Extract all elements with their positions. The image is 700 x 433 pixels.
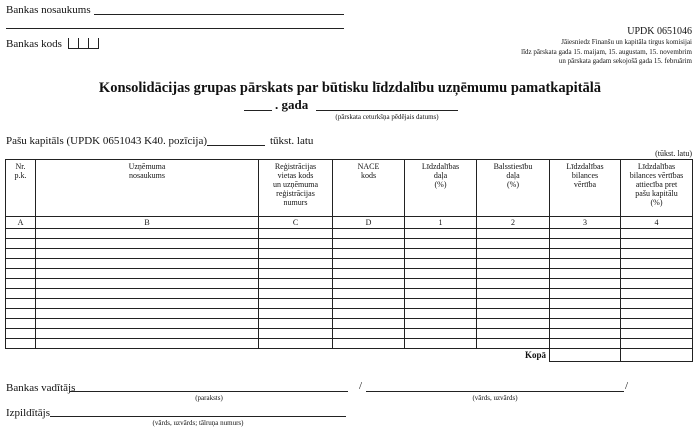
table-cell[interactable] <box>477 339 550 349</box>
table-cell[interactable] <box>550 269 621 279</box>
equity-unit: tūkst. latu <box>270 135 314 147</box>
table-row <box>6 319 693 329</box>
table-cell[interactable] <box>36 289 259 299</box>
table-cell[interactable] <box>333 239 405 249</box>
total-blank <box>405 349 477 362</box>
table-cell[interactable] <box>6 289 36 299</box>
bank-code-boxes[interactable] <box>68 38 99 49</box>
table-cell[interactable] <box>477 269 550 279</box>
column-letter: 4 <box>621 217 693 229</box>
table-cell[interactable] <box>405 289 477 299</box>
table-cell[interactable] <box>550 319 621 329</box>
instruction-line: un pārskata gadam sekojošā gada 15. februārim <box>558 57 692 65</box>
table-cell[interactable] <box>6 329 36 339</box>
table-row <box>6 299 693 309</box>
bank-code-box[interactable] <box>78 38 88 49</box>
column-letter: 1 <box>405 217 477 229</box>
table-cell[interactable] <box>477 329 550 339</box>
column-letter: C <box>259 217 333 229</box>
equity-field[interactable] <box>207 145 265 146</box>
table-cell[interactable] <box>36 259 259 269</box>
col-header-company: Uzņēmuma nosaukums <box>36 160 259 217</box>
table-cell[interactable] <box>621 279 693 289</box>
column-letter: D <box>333 217 405 229</box>
table-cell[interactable] <box>259 249 333 259</box>
table-cell[interactable] <box>477 309 550 319</box>
table-cell[interactable] <box>259 279 333 289</box>
table-cell[interactable] <box>259 289 333 299</box>
head-name-field[interactable] <box>366 391 624 392</box>
table-row <box>6 249 693 259</box>
total-blank <box>6 349 36 362</box>
table-cell[interactable] <box>6 249 36 259</box>
bank-name-label: Bankas nosaukums <box>6 4 91 16</box>
table-cell[interactable] <box>405 249 477 259</box>
table-cell[interactable] <box>550 339 621 349</box>
table-cell[interactable] <box>259 299 333 309</box>
table-cell[interactable] <box>477 289 550 299</box>
table-cell[interactable] <box>477 279 550 289</box>
total-blank <box>259 349 333 362</box>
table-cell[interactable] <box>477 299 550 309</box>
table-cell[interactable] <box>550 259 621 269</box>
column-letters-row <box>6 217 693 229</box>
table-cell[interactable] <box>405 279 477 289</box>
table-cell[interactable] <box>36 339 259 349</box>
table-cell[interactable] <box>333 269 405 279</box>
table-cell[interactable] <box>550 229 621 239</box>
head-label: Bankas vadītājs <box>6 382 76 394</box>
total-blank <box>333 349 405 362</box>
table-cell[interactable] <box>621 319 693 329</box>
executor-label: Izpildītājs <box>6 407 50 419</box>
table-cell[interactable] <box>259 239 333 249</box>
table-cell[interactable] <box>550 309 621 319</box>
table-cell[interactable] <box>259 329 333 339</box>
table-cell[interactable] <box>36 279 259 289</box>
table-cell[interactable] <box>333 229 405 239</box>
table-row <box>6 229 693 239</box>
column-letter: A <box>6 217 36 229</box>
col-header-nace: NACE kods <box>333 160 405 217</box>
table-cell[interactable] <box>333 279 405 289</box>
table-cell[interactable] <box>477 259 550 269</box>
bank-code-label: Bankas kods <box>6 38 62 50</box>
table-cell[interactable] <box>621 299 693 309</box>
column-letter: 2 <box>477 217 550 229</box>
separator-right: / <box>625 380 629 392</box>
bank-code-box[interactable] <box>88 38 99 49</box>
table-cell[interactable] <box>333 249 405 259</box>
table-row <box>6 259 693 269</box>
table-cell[interactable] <box>259 269 333 279</box>
separator-left: / <box>359 380 363 392</box>
submission-instructions <box>521 38 692 67</box>
table-cell[interactable] <box>621 289 693 299</box>
table-row <box>6 239 693 249</box>
table-cell[interactable] <box>477 319 550 329</box>
table-cell[interactable] <box>477 249 550 259</box>
table-unit-note: (tūkst. latu) <box>655 149 692 158</box>
table-cell[interactable] <box>405 239 477 249</box>
table-cell[interactable] <box>36 239 259 249</box>
table-cell[interactable] <box>621 249 693 259</box>
instruction-line: līdz pārskata gada 15. maijam, 15. augustam, 15. novembrim <box>521 47 692 56</box>
page-title: Konsolidācijas grupas pārskats par būtisku līdzdalību uzņēmumu pamatkapitālā <box>98 80 602 96</box>
table-cell[interactable] <box>333 309 405 319</box>
total-label: Kopā <box>477 349 550 362</box>
column-letter: B <box>36 217 259 229</box>
table-cell[interactable] <box>259 259 333 269</box>
executor-field[interactable] <box>50 416 346 417</box>
table-cell[interactable] <box>6 299 36 309</box>
table-cell[interactable] <box>36 309 259 319</box>
table-cell[interactable] <box>6 319 36 329</box>
table-cell[interactable] <box>333 319 405 329</box>
table-cell[interactable] <box>6 269 36 279</box>
table-cell[interactable] <box>333 299 405 309</box>
col-header-equity-ratio: Līdzdalības bilances vērtības attiecība pret pašu kapitālu (%) <box>621 160 693 217</box>
head-signature-field[interactable] <box>70 391 348 392</box>
table-cell[interactable] <box>6 279 36 289</box>
report-date-field[interactable] <box>316 110 458 111</box>
bank-code-box[interactable] <box>68 38 78 49</box>
table-cell[interactable] <box>405 269 477 279</box>
table-cell[interactable] <box>36 299 259 309</box>
table-cell[interactable] <box>477 229 550 239</box>
table-cell[interactable] <box>259 309 333 319</box>
table-row <box>6 279 693 289</box>
equity-label: Pašu kapitāls (UPDK 0651043 K40. pozīcija) <box>6 135 208 147</box>
table-cell[interactable] <box>405 259 477 269</box>
table-cell[interactable] <box>6 229 36 239</box>
table-cell[interactable] <box>405 329 477 339</box>
table-cell[interactable] <box>259 319 333 329</box>
col-header-nr: Nr. p.k. <box>6 160 36 217</box>
total-blank <box>36 349 259 362</box>
signature-caption: (paraksts) <box>195 394 223 402</box>
table-cell[interactable] <box>259 339 333 349</box>
table-row <box>6 339 693 349</box>
table-cell[interactable] <box>333 289 405 299</box>
table-cell[interactable] <box>36 329 259 339</box>
total-balance-value-cell[interactable] <box>550 349 621 362</box>
table-row <box>6 309 693 319</box>
column-letter: 3 <box>550 217 621 229</box>
table-cell[interactable] <box>550 289 621 299</box>
col-header-registration: Reģistrācijas vietas kods un uzņēmuma reģistrācijas numurs <box>259 160 333 217</box>
table-cell[interactable] <box>477 239 550 249</box>
table-cell[interactable] <box>405 309 477 319</box>
table-cell[interactable] <box>621 269 693 279</box>
table-cell[interactable] <box>333 339 405 349</box>
table-row <box>6 269 693 279</box>
table-cell[interactable] <box>621 239 693 249</box>
year-suffix: . gada <box>275 97 309 112</box>
report-date-caption: (pārskata ceturkšņa pēdējais datums) <box>335 113 439 121</box>
table-cell[interactable] <box>405 319 477 329</box>
table-cell[interactable] <box>36 229 259 239</box>
table-cell[interactable] <box>621 329 693 339</box>
table-cell[interactable] <box>550 279 621 289</box>
instruction-line: Jāiesniedz Finanšu un kapitāla tirgus komisijai <box>561 38 692 46</box>
executor-caption: (vārds, uzvārds; tālruņa numurs) <box>152 419 244 427</box>
table-cell[interactable] <box>550 329 621 339</box>
table-cell[interactable] <box>333 329 405 339</box>
table-cell[interactable] <box>6 239 36 249</box>
bank-name-field-line2[interactable] <box>6 28 344 29</box>
col-header-voting-share: Balsstiesību daļa (%) <box>477 160 550 217</box>
bank-name-field[interactable] <box>94 14 344 15</box>
col-header-balance-value: Līdzdalības bilances vērtība <box>550 160 621 217</box>
table-cell[interactable] <box>621 309 693 319</box>
name-caption: (vārds, uzvārds) <box>472 394 518 402</box>
table-cell[interactable] <box>259 229 333 239</box>
table-cell[interactable] <box>621 229 693 239</box>
table-row <box>6 329 693 339</box>
col-header-participation-share: Līdzdalības daļa (%) <box>405 160 477 217</box>
table-cell[interactable] <box>36 249 259 259</box>
table-cell[interactable] <box>36 269 259 279</box>
table-cell[interactable] <box>36 319 259 329</box>
participation-table <box>5 159 693 362</box>
table-cell[interactable] <box>550 239 621 249</box>
table-cell[interactable] <box>405 299 477 309</box>
table-cell[interactable] <box>405 339 477 349</box>
table-cell[interactable] <box>550 299 621 309</box>
table-cell[interactable] <box>6 339 36 349</box>
total-equity-ratio-cell[interactable] <box>621 349 693 362</box>
form-code: UPDK 0651046 <box>627 26 692 37</box>
table-cell[interactable] <box>6 309 36 319</box>
total-row <box>6 349 693 362</box>
year-field[interactable] <box>244 110 272 111</box>
table-cell[interactable] <box>333 259 405 269</box>
table-row <box>6 289 693 299</box>
table-cell[interactable] <box>405 229 477 239</box>
table-cell[interactable] <box>6 259 36 269</box>
table-cell[interactable] <box>621 259 693 269</box>
table-cell[interactable] <box>621 339 693 349</box>
table-header-row <box>6 160 693 217</box>
table-cell[interactable] <box>550 249 621 259</box>
